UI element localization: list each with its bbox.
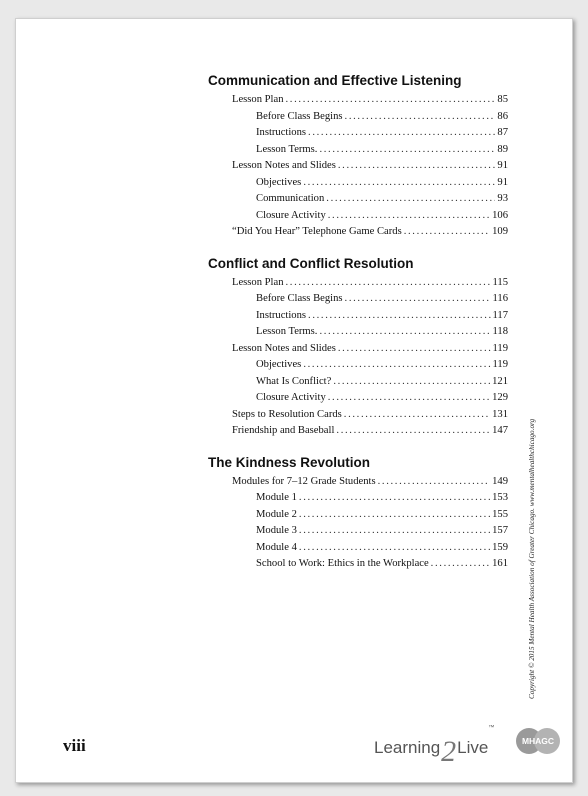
toc-entry[interactable] [208, 208, 508, 225]
toc-entry-label: Lesson Terms. [256, 326, 318, 337]
toc-entry-label: Friendship and Baseball [232, 425, 335, 436]
dot-leader [286, 92, 496, 109]
dot-leader [378, 474, 491, 491]
dot-leader [299, 507, 490, 524]
toc-entry-page: 131 [492, 408, 508, 420]
dot-leader [299, 490, 490, 507]
toc-entry-label: Module 3 [256, 525, 297, 536]
toc-entry-page: 149 [492, 475, 508, 487]
toc-entry[interactable] [208, 324, 508, 341]
toc-entry[interactable] [208, 474, 508, 491]
toc-entry-label: Lesson Notes and Slides [232, 160, 336, 171]
dot-leader [431, 556, 490, 573]
dot-leader [345, 291, 491, 308]
toc-entry[interactable] [208, 275, 508, 292]
logo-text-two: 2 [441, 735, 457, 768]
toc-entry[interactable] [208, 540, 508, 557]
toc-entry-label: Steps to Resolution Cards [232, 408, 342, 420]
toc-entry-page: 93 [497, 193, 508, 204]
toc-entry-page: 161 [492, 558, 508, 569]
toc-entry[interactable] [208, 224, 508, 241]
dot-leader [303, 357, 490, 374]
dot-leader [328, 390, 490, 407]
toc-entry-page: 118 [492, 326, 508, 337]
dot-leader [338, 341, 491, 358]
toc-entry-page: 119 [492, 342, 508, 354]
toc-entry[interactable] [208, 158, 508, 175]
toc-entry-label: Lesson Plan [232, 276, 284, 288]
document-page [15, 18, 573, 783]
toc-entry-page: 115 [492, 276, 508, 288]
toc-entry-label: What Is Conflict? [256, 375, 332, 387]
toc-entry-page: 121 [492, 375, 508, 387]
toc-entry-page: 87 [497, 127, 508, 138]
toc-entry-page: 153 [492, 492, 508, 503]
section-title: Communication and Effective Listening [208, 73, 462, 88]
toc-entry[interactable] [208, 507, 508, 524]
toc-entry[interactable] [208, 341, 508, 358]
toc-entry-page: 157 [492, 525, 508, 536]
toc-entry-page: 147 [492, 425, 508, 436]
dot-leader [303, 175, 495, 192]
logo-text-learning: Learning [374, 738, 441, 757]
toc-entry[interactable] [208, 374, 508, 391]
section-title: The Kindness Revolution [208, 454, 371, 470]
toc-entry-label: Closure Activity [256, 392, 326, 403]
toc-entry[interactable] [208, 407, 508, 424]
table-of-contents [208, 73, 508, 573]
dot-leader [319, 324, 490, 341]
toc-entry[interactable] [208, 142, 508, 159]
toc-entry[interactable] [208, 357, 508, 374]
toc-entry-page: 155 [492, 508, 508, 520]
toc-entry-label: Before Class Begins [256, 110, 343, 122]
toc-entry[interactable] [208, 125, 508, 142]
toc-entry[interactable] [208, 390, 508, 407]
logo-text-live: Live [457, 738, 489, 757]
toc-entry-label: Lesson Terms. [256, 143, 318, 155]
toc-entry-page: 119 [492, 359, 508, 370]
toc-entry-page: 117 [492, 309, 508, 321]
dot-leader [308, 125, 495, 142]
dot-leader [344, 407, 490, 424]
dot-leader [308, 308, 490, 325]
page-number: viii [63, 736, 86, 755]
toc-entry-label: Objectives [256, 359, 302, 370]
toc-entry-page: 91 [497, 176, 508, 188]
section-spacer [208, 440, 508, 455]
toc-entry[interactable] [208, 523, 508, 540]
toc-entry[interactable] [208, 175, 508, 192]
section-spacer [208, 241, 508, 256]
toc-entry-label: Closure Activity [256, 209, 326, 221]
dot-leader [345, 109, 496, 126]
dot-leader [326, 191, 495, 208]
toc-entry[interactable] [208, 109, 508, 126]
toc-entry-page: 85 [497, 94, 508, 105]
toc-entry-label: School to Work: Ethics in the Workplace [256, 558, 429, 569]
toc-entry-label: Module 2 [256, 508, 297, 520]
toc-entry-label: Communication [256, 193, 325, 204]
copyright-notice: Copyright © 2015 Mental Health Association of Greater Chicago. www.mentalhealthchicago.org [528, 418, 536, 699]
toc-entry[interactable] [208, 191, 508, 208]
toc-entry[interactable] [208, 423, 508, 440]
toc-entry-label: “Did You Hear” Telephone Game Cards [232, 226, 402, 237]
toc-entry-label: Lesson Plan [232, 94, 284, 105]
toc-entry-label: Module 4 [256, 541, 297, 553]
learning2live-logo [374, 725, 495, 768]
toc-entry-label: Modules for 7–12 Grade Students [232, 475, 376, 487]
dot-leader [299, 523, 490, 540]
toc-entry-page: 91 [497, 160, 508, 171]
toc-entry[interactable] [208, 556, 508, 573]
toc-entry[interactable] [208, 92, 508, 109]
dot-leader [338, 158, 496, 175]
toc-entry[interactable] [208, 291, 508, 308]
toc-entry-page: 106 [492, 209, 508, 221]
toc-entry-page: 159 [492, 541, 508, 553]
badge-text: MHAGC [521, 736, 555, 746]
dot-leader [333, 374, 490, 391]
toc-entry-label: Lesson Notes and Slides [232, 342, 336, 354]
toc-entry-label: Before Class Begins [256, 293, 343, 304]
toc-entry-page: 86 [497, 110, 508, 122]
toc-entry-page: 116 [492, 293, 508, 304]
toc-entry-label: Module 1 [256, 492, 297, 503]
dot-leader [319, 142, 495, 159]
toc-entry[interactable] [208, 490, 508, 507]
toc-entry-label: Objectives [256, 176, 302, 188]
toc-entry-page: 109 [492, 226, 508, 237]
toc-entry-page: 89 [497, 143, 508, 155]
toc-entry-page: 129 [492, 392, 508, 403]
dot-leader [328, 208, 490, 225]
dot-leader [299, 540, 490, 557]
toc-entry[interactable] [208, 308, 508, 325]
dot-leader [286, 275, 491, 292]
dot-leader [404, 224, 490, 241]
toc-entry-label: Instructions [256, 127, 307, 138]
trademark-mark: ™ [488, 725, 495, 731]
mhagc-badge-logo [516, 728, 562, 754]
section-title: Conflict and Conflict Resolution [208, 255, 414, 271]
toc-entry-label: Instructions [256, 309, 307, 321]
dot-leader [336, 423, 490, 440]
